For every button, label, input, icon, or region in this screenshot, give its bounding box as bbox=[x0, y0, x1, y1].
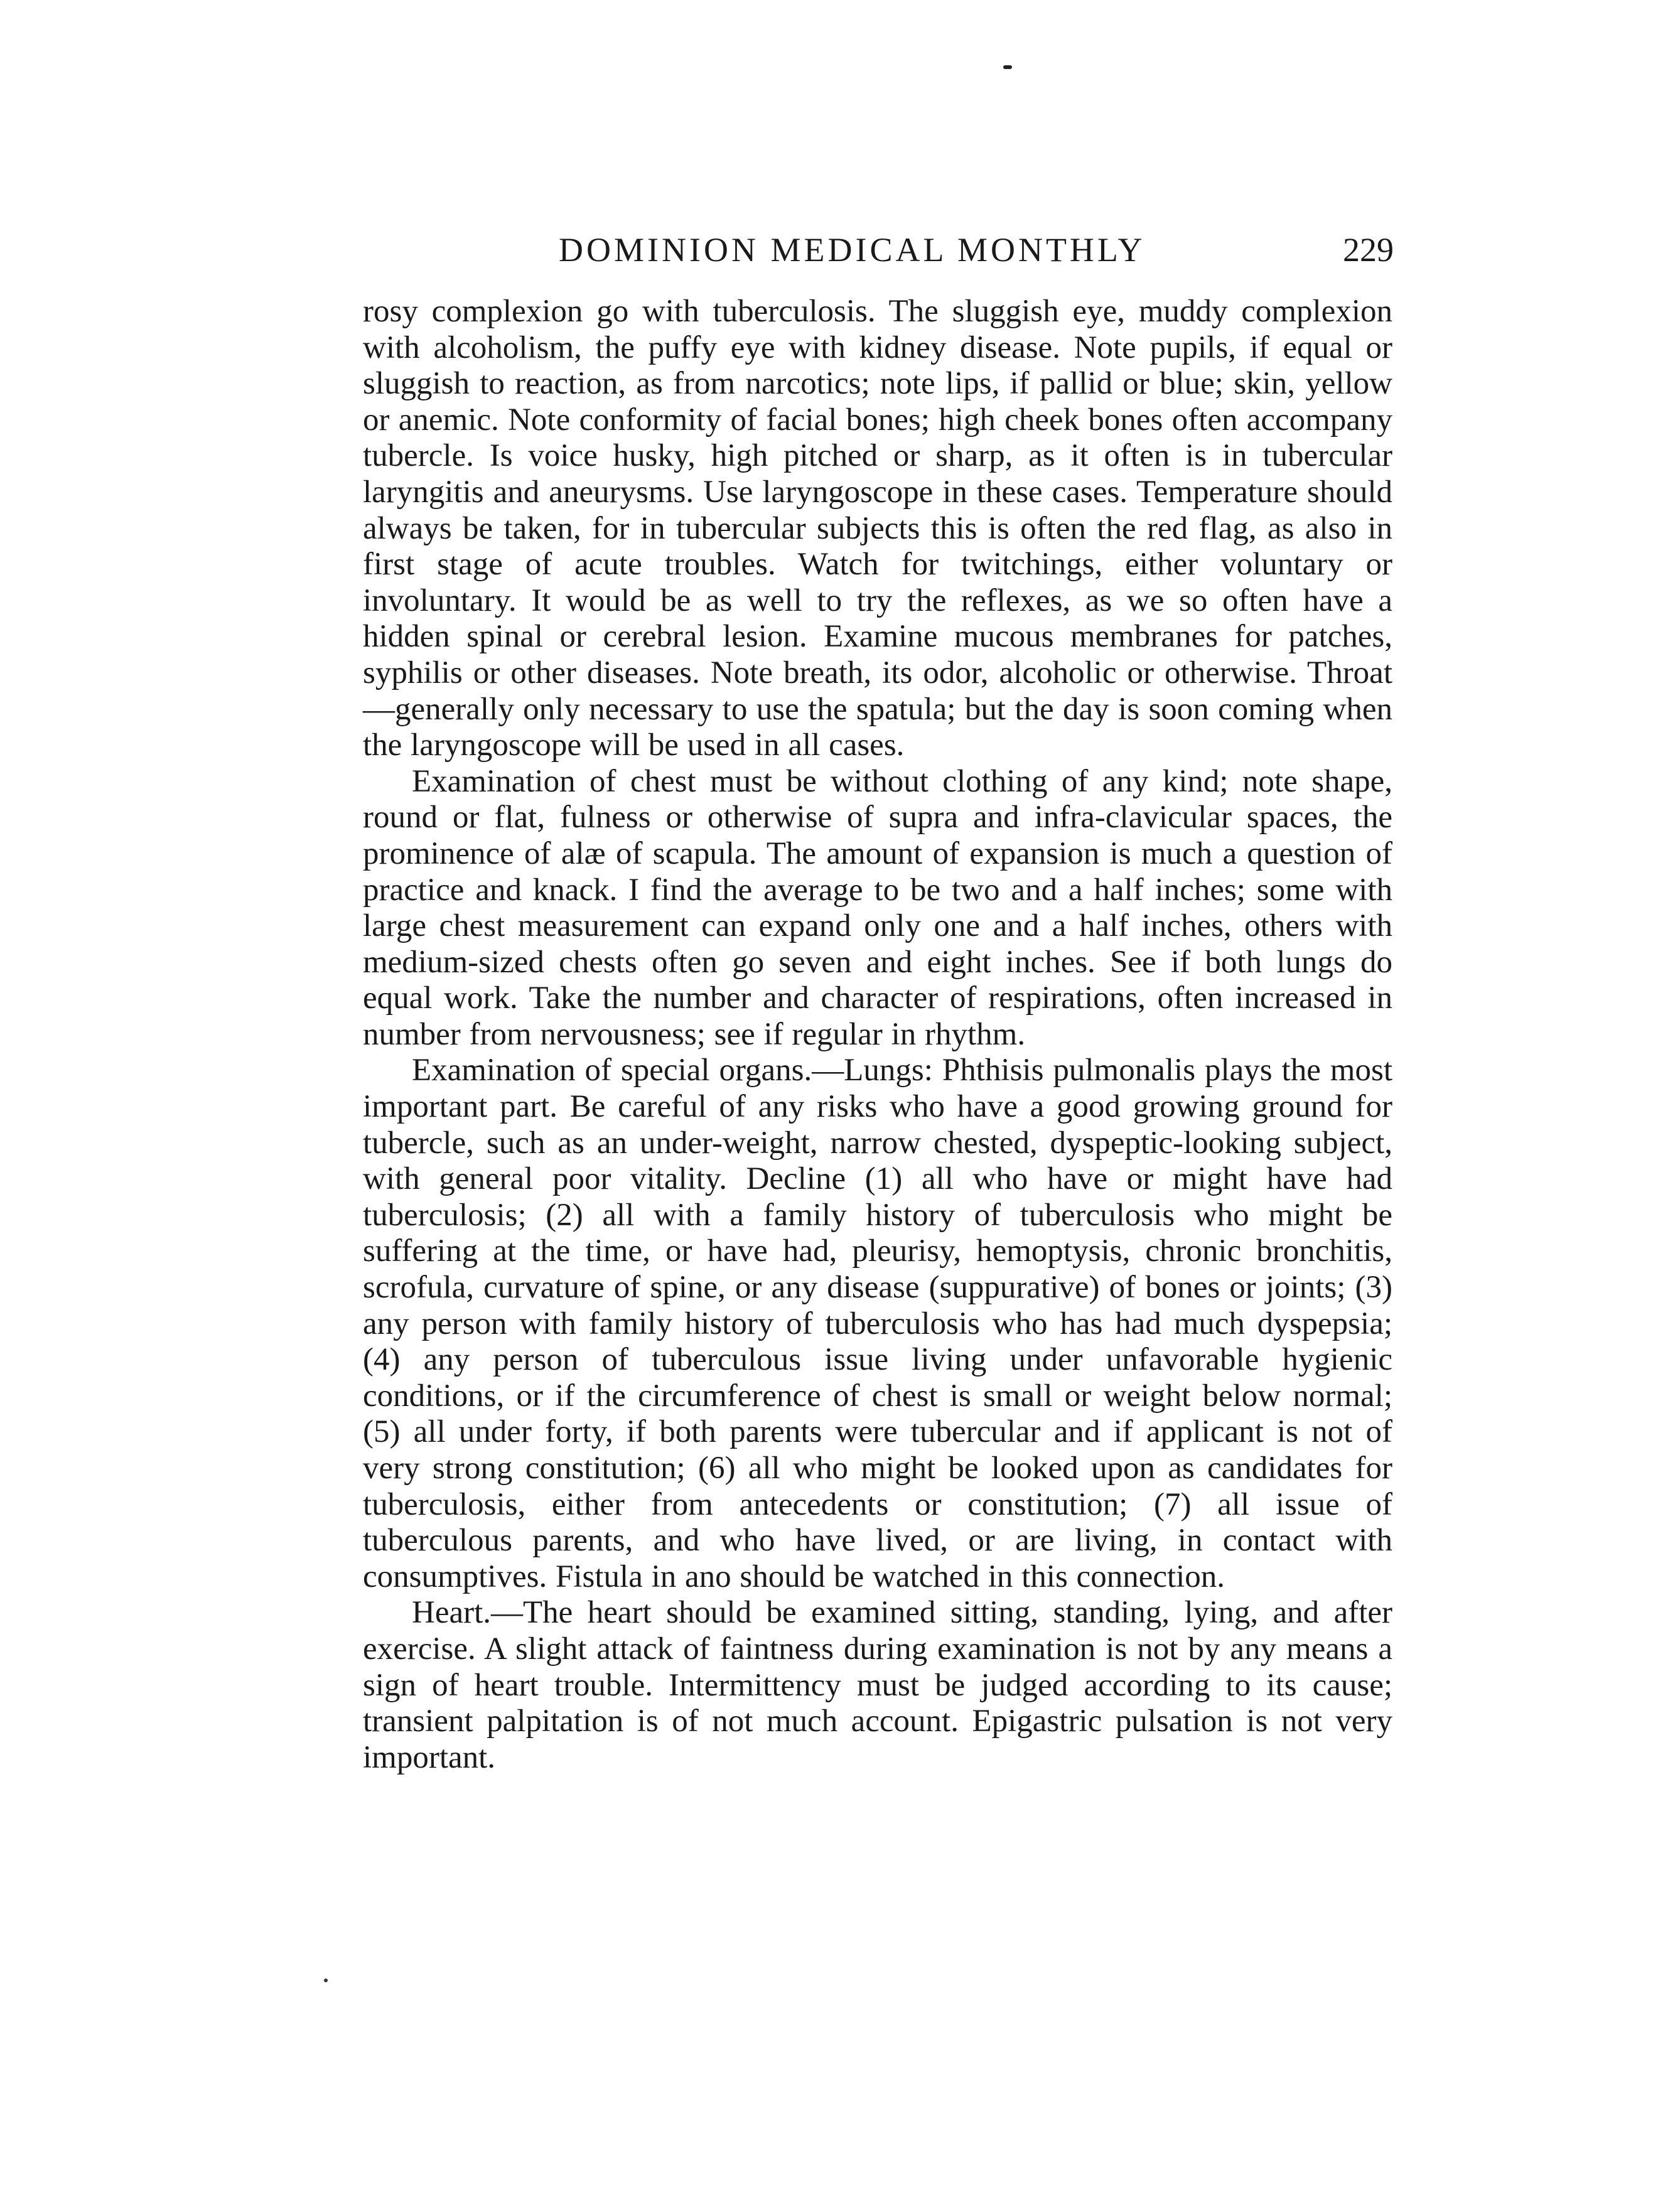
paragraph-lungs: Examination of special organs.—Lungs: Phthisis pulmonalis plays the most important part. Be careful of any risks who have a good growing ground for tubercle, such as an under-weight, narrow chested, dyspeptic-looking subject, with general poor vitality. Decline (1) all who have or might have had tuberculosis; (2) all with a family history of tuberculosis who might be suffering at the time, or have had, pleurisy, hemoptysis, chronic bronchitis, scrofula, curvature of spine, or any disease (suppurative) of bones or joints; (3) any person with family history of tuberculosis who has had much dyspepsia; (4) any person of tuberculous issue living under unfavorable hygienic conditions, or if the circumference of chest is small or weight below normal; (5) all under forty, if both parents were tubercular and if applicant is not of very strong constitution; (6) all who might be looked upon as candidates for tuberculosis, either from antecedents or constitution; (7) all issue of tuberculous parents, and who have lived, or are living, in contact with consumptives. Fistula in ano should be watched in this connection. bbox=[363, 1053, 1392, 1594]
running-title: DOMINION MEDICAL MONTHLY bbox=[559, 231, 1146, 269]
body-text bbox=[363, 294, 1392, 1776]
ink-speck bbox=[1003, 65, 1012, 69]
running-head bbox=[364, 225, 1394, 275]
margin-mark bbox=[324, 1978, 328, 1982]
paragraph-signs: rosy complexion go with tuberculosis. The sluggish eye, muddy complexion with alcoholism, the puffy eye with kidney disease. Note pupils, if equal or sluggish to reaction, as from narcotics; note lips, if pallid or blue; skin, yellow or anemic. Note conformity of facial bones; high cheek bones often accompany tubercle. Is voice husky, high pitched or sharp, as it often is in tubercular laryngitis and aneurysms. Use laryngoscope in these cases. Temperature should always be taken, for in tubercular subjects this is often the red flag, as also in first stage of acute troubles. Watch for twitchings, either voluntary or involuntary. It would be as well to try the reflexes, as we so often have a hidden spinal or cerebral lesion. Examine mucous membranes for patches, syphilis or other diseases. Note breath, its odor, alcoholic or otherwise. Throat—generally only necessary to use the spatula; but the day is soon coming when the laryngoscope will be used in all cases. bbox=[363, 294, 1392, 763]
paragraph-heart: Heart.—The heart should be examined sitting, standing, lying, and after exercise. A slight attack of faintness during examination is not by any means a sign of heart trouble. Intermittency must be judged according to its cause; transient palpitation is of not much account. Epigastric pulsation is not very important. bbox=[363, 1595, 1392, 1775]
paragraph-chest: Examination of chest must be without clothing of any kind; note shape, round or flat, fulness or otherwise of supra and infra-clavicular spaces, the prominence of alæ of scapula. The amount of expansion is much a question of practice and knack. I find the average to be two and a half inches; some with large chest measurement can expand only one and a half inches, others with medium-sized chests often go seven and eight inches. See if both lungs do equal work. Take the number and character of respirations, often increased in number from nervousness; see if regular in rhythm. bbox=[363, 763, 1392, 1052]
page-number: 229 bbox=[1343, 231, 1394, 269]
